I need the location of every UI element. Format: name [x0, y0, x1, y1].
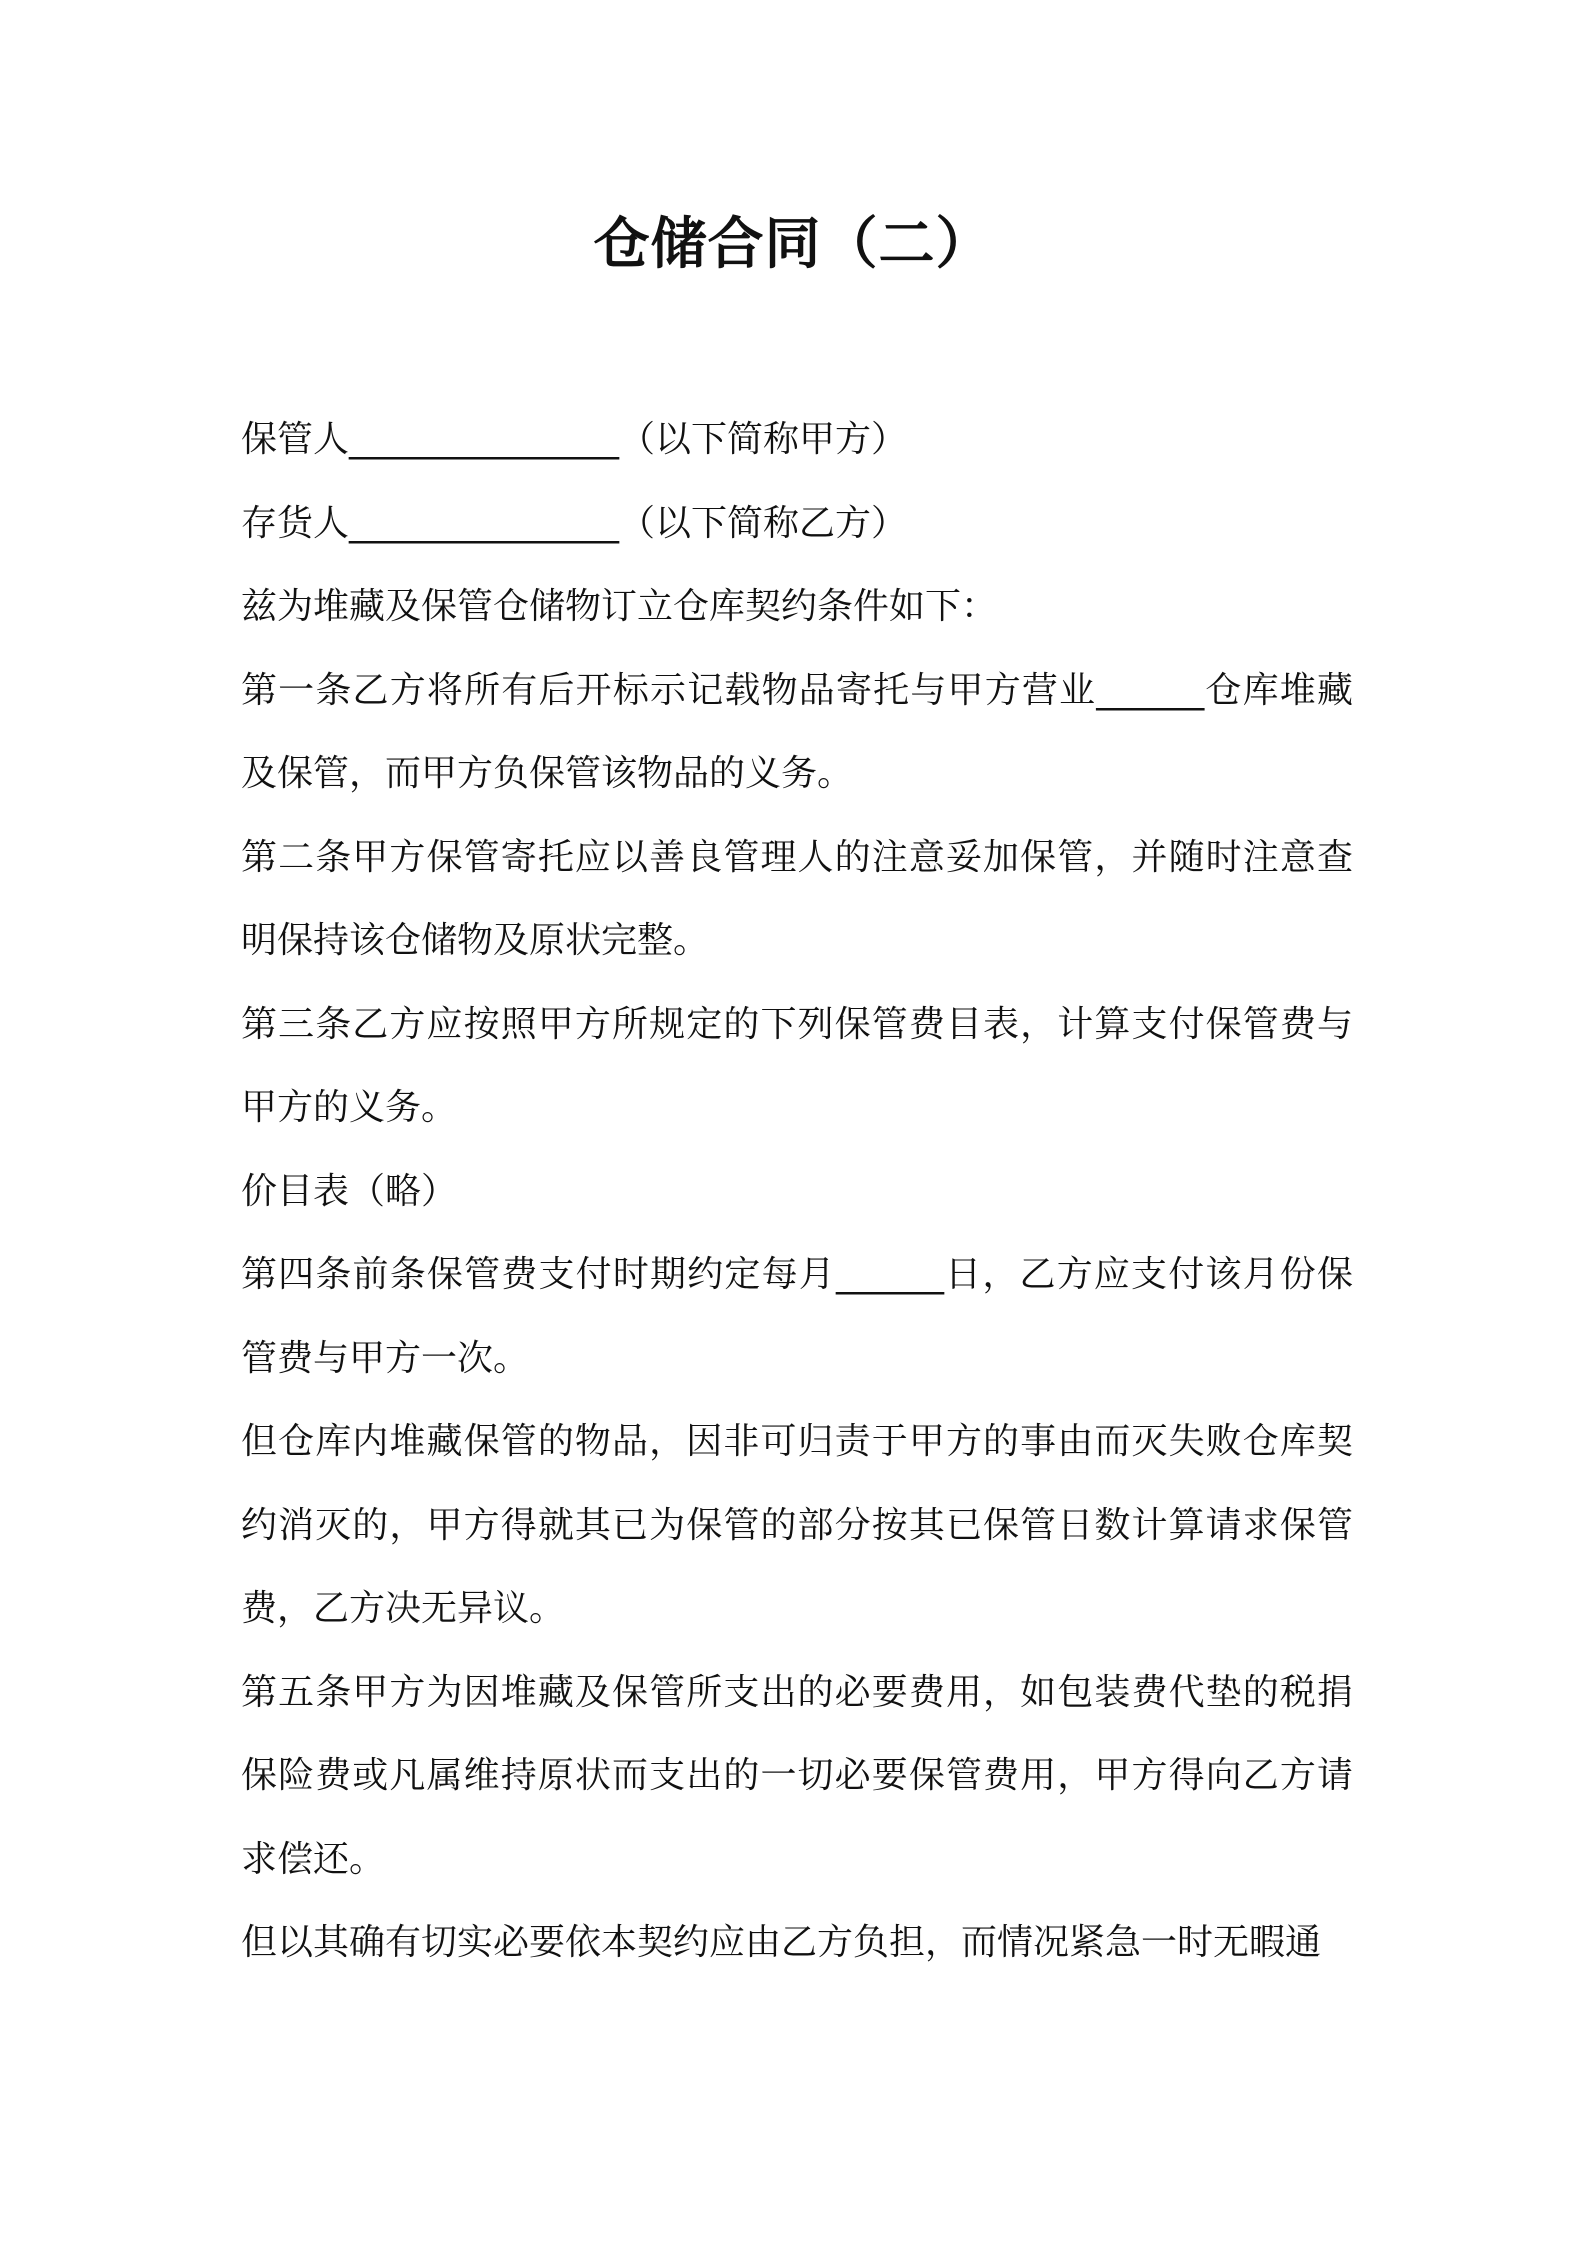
- document-title: 仓储合同（二）: [593, 212, 993, 277]
- paragraph-custodian: 保管人_______________（以下简称甲方）: [241, 419, 908, 460]
- paragraph-preamble: 兹为堆藏及保管仓储物订立仓库契约条件如下：: [241, 586, 998, 627]
- paragraph-article-1: 第一条乙方将所有后开标示记载物品寄托与甲方营业______仓库堆藏及保管，而甲方负保管该物品的义务。: [241, 669, 1353, 794]
- paragraph-price-list: 价目表（略）: [241, 1170, 458, 1212]
- paragraph-article-5: 第五条甲方为因堆藏及保管所支出的必要费用，如包装费代垫的税捐保险费或凡属维持原状而支出的一切必要保管费用，甲方得向乙方请求偿还。: [241, 1671, 1353, 1880]
- paragraph-article-4: 第四条前条保管费支付时期约定每月______日，乙方应支付该月份保管费与甲方一次。: [241, 1254, 1353, 1379]
- paragraph-depositor: 存货人_______________（以下简称乙方）: [241, 502, 908, 544]
- document-body: [241, 398, 1353, 1985]
- paragraph-article-5-proviso: 但以其确有切实必要依本契约应由乙方负担，而情况紧急一时无暇通: [241, 1922, 1322, 1963]
- paragraph-article-3: 第三条乙方应按照甲方所规定的下列保管费目表，计算支付保管费与甲方的义务。: [241, 1003, 1353, 1128]
- paragraph-article-4-proviso: 但仓库内堆藏保管的物品，因非可归责于甲方的事由而灭失败仓库契约消灭的，甲方得就其已为保管的部分按其已保管日数计算请求保管费，乙方决无异议。: [241, 1421, 1353, 1629]
- paragraph-article-2: 第二条甲方保管寄托应以善良管理人的注意妥加保管，并随时注意查明保持该仓储物及原状完整。: [241, 836, 1353, 961]
